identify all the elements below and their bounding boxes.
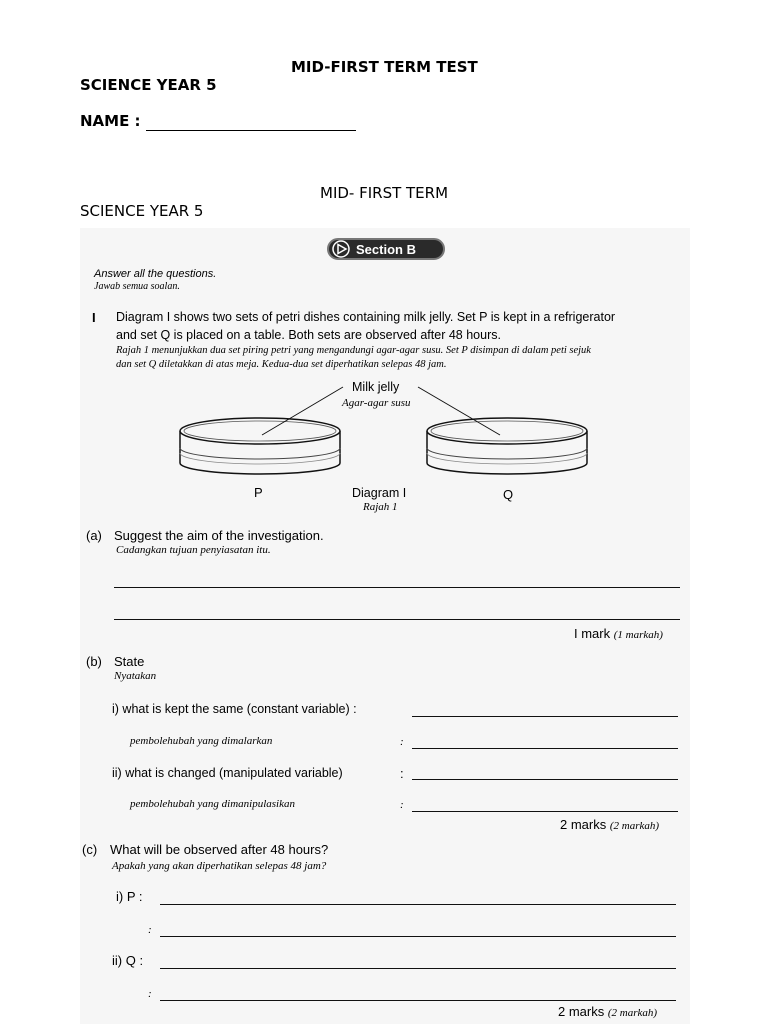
question-number: I [92,310,96,325]
part-b-ii-text: ii) what is changed (manipulated variable) [112,766,343,780]
question-text-en-2: and set Q is placed on a table. Both sets are observed after 48 hours. [116,328,501,342]
part-b-ii-ms-answer-line[interactable] [412,811,678,812]
part-c-i-ms-answer-line[interactable] [160,936,676,937]
question-text-ms-2: dan set Q diletakkan di atas meja. Kedua-dua set diperhatikan selepas 48 jam. [116,359,447,370]
milk-jelly-label: Milk jelly [352,380,400,394]
petri-dish-p [180,418,340,474]
part-c-i-label: i) P : [116,889,143,904]
test-title: MID-FIRST TERM TEST [291,58,478,76]
part-c-marks-en: 2 marks [558,1004,605,1019]
part-a-answer-line-1[interactable] [114,587,680,588]
part-c-ii-colon-ms: : [148,988,152,1000]
question-text-ms-1: Rajah 1 menunjukkan dua set piring petri yang mengandungi agar-agar susu. Set P disimpan di dalam peti sejuk [116,345,591,356]
part-a-question: Suggest the aim of the investigation. [114,528,324,543]
part-b-i-text-ms: pembolehubah yang dimalarkan [130,735,273,747]
part-c-i-answer-line[interactable] [160,904,676,905]
milk-jelly-label-ms: Agar-agar susu [342,397,411,409]
dish-label-p: P [254,485,263,500]
test-title-secondary: MID- FIRST TERM [320,184,449,202]
part-b-ii-answer-line[interactable] [412,779,678,780]
part-a-question-ms: Cadangkan tujuan penyiasatan itu. [116,544,271,556]
part-c-i-colon-ms: : [148,924,152,936]
part-b-i-answer-line[interactable] [412,716,678,717]
part-c-ii-ms-answer-line[interactable] [160,1000,676,1001]
name-field-line [146,112,356,131]
section-badge [327,238,445,260]
instructions-ms: Jawab semua soalan. [94,281,180,292]
part-c-question-ms: Apakah yang akan diperhatikan selepas 48 jam? [112,860,327,872]
part-c-question: What will be observed after 48 hours? [110,842,329,857]
subject-label-secondary: SCIENCE YEAR 5 [80,202,204,220]
part-a-letter: (a) [86,528,102,543]
petri-dish-q [427,418,587,474]
diagram-caption-ms: Rajah 1 [363,501,398,513]
part-c-marks-ms: (2 markah) [607,1007,658,1019]
part-b-question-ms: Nyatakan [114,670,157,682]
part-a-marks [574,626,663,641]
part-b-marks-ms: (2 markah) [609,820,660,832]
part-c-letter: (c) [82,842,98,857]
name-label: NAME : [80,112,141,130]
diagram-caption: Diagram I [352,486,407,500]
part-b-i-ms-answer-line[interactable] [412,748,678,749]
instructions-en: Answer all the questions. [94,268,217,280]
part-b-ii-text-ms: pembolehubah yang dimanipulasikan [130,798,295,810]
part-c-ii-answer-line[interactable] [160,968,676,969]
part-c-marks [558,1004,657,1019]
part-b-i-colon-ms: : [400,736,404,748]
part-a-answer-line-2[interactable] [114,619,680,620]
scanned-question-page [80,228,690,1024]
subject-label: SCIENCE YEAR 5 [80,76,217,94]
part-a-marks-ms: (1 markah) [613,629,663,641]
part-c-ii-label: ii) Q : [112,953,144,968]
dish-label-q: Q [503,487,514,502]
part-b-marks [560,817,659,832]
part-a-marks-en: I mark [574,626,611,641]
part-b-question: State [114,654,145,669]
part-b-marks-en: 2 marks [560,817,607,832]
part-b-i-text: i) what is kept the same (constant variable) : [112,702,357,716]
part-b-letter: (b) [86,654,102,669]
question-text-en-1: Diagram I shows two sets of petri dishes containing milk jelly. Set P is kept in a refrigerator [116,310,616,324]
name-row [80,112,356,131]
play-arrow-icon [332,240,350,258]
section-badge-label: Section B [356,241,416,257]
part-b-ii-colon-ms: : [400,799,404,811]
part-b-ii-colon: : [400,766,404,781]
